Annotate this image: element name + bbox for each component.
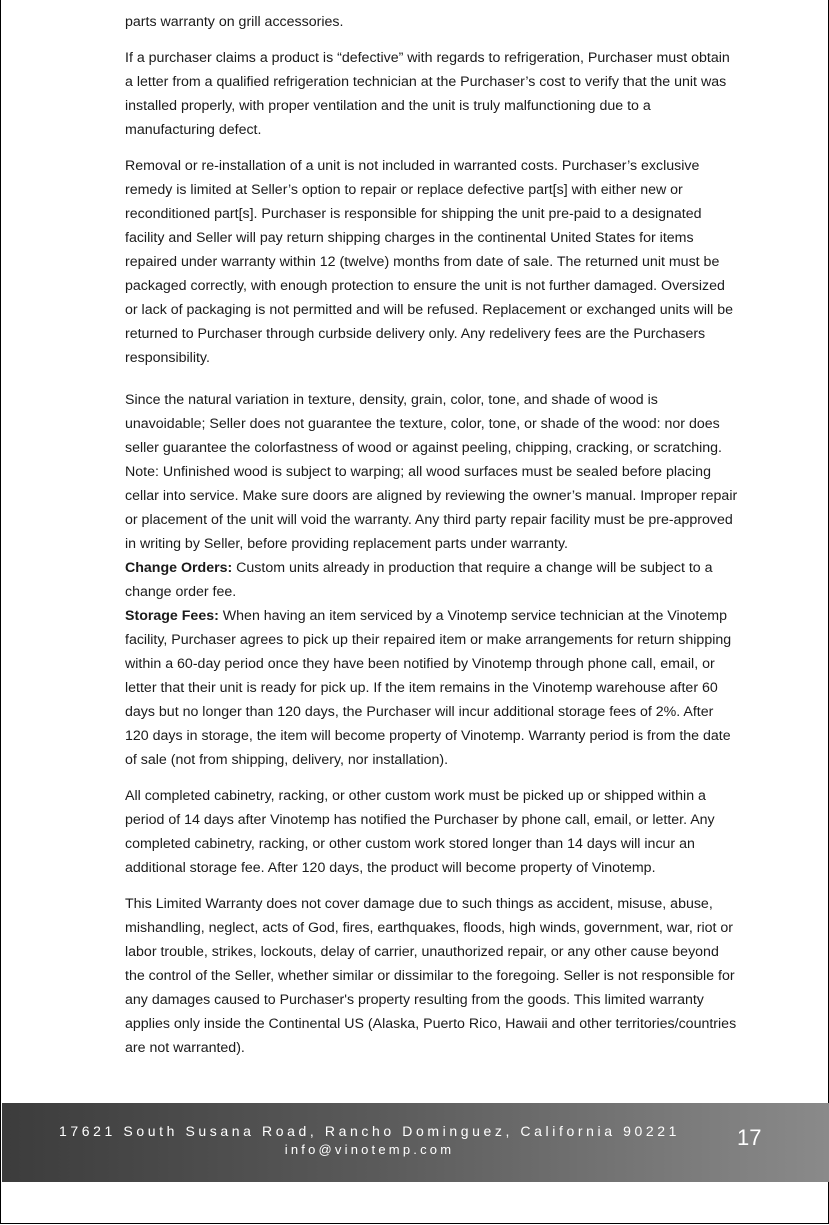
storage-fees-text: When having an item serviced by a Vinotemp service technician at the Vinotemp facility, Purchaser agrees to pick up their repaired item or make arrangements for return shipping within a 60-day period once they have been notified by Vinotemp through phone call, email, or letter that their unit is ready for pick up. If the item remains in the Vinotemp warehouse after 60 days but no longer than 120 days, the Purchaser will incur additional storage fees of 2%. After 120 days in storage, the item will become property of Vinotemp. Warranty period is from the date of sale (not from shipping, delivery, nor installation). bbox=[125, 608, 732, 768]
paragraph-defective-refrigeration: If a purchaser claims a product is “defective” with regards to refrigeration, Purchaser must obtain a letter from a qualified refrigeration technician at the Purchaser’s cost to verify that the unit was installed properly, with proper ventilation and the unit is truly malfunctioning due to a manufacturing defect. bbox=[125, 50, 730, 138]
footer-email: info@vinotemp.com bbox=[284, 1142, 455, 1157]
paragraph-grill-accessories: parts warranty on grill accessories. bbox=[125, 14, 344, 30]
paragraph-custom-work-pickup: All completed cabinetry, racking, or other custom work must be picked up or shipped within a period of 14 days after Vinotemp has notified the Purchaser by phone call, email, or letter. Any completed cabinetry, racking, or other custom work stored longer than 14 days will incur an additional storage fee. After 120 days, the product will become property of Vinotemp. bbox=[125, 788, 715, 876]
storage-fees-label: Storage Fees: bbox=[125, 608, 219, 624]
paragraph-change-orders bbox=[125, 556, 738, 604]
footer-address: 17621 South Susana Road, Rancho Dominguez, California 90221 bbox=[58, 1123, 680, 1139]
paragraph-wood-variation: Since the natural variation in texture, density, grain, color, tone, and shade of wood is unavoidable; Seller does not guarantee the texture, color, tone, or shade of the wood: nor does seller guarantee the colorfastness of wood or against peeling, chipping, cracking, or scratching. Note: Unfinished wood is subject to warping; all wood surfaces must be sealed before placing cellar into service. Make sure doors are aligned by reviewing the owner’s manual. Improper repair or placement of the unit will void the warranty. Any third party repair facility must be pre-approved in writing by Seller, before providing replacement parts under warranty. bbox=[125, 392, 738, 552]
change-orders-text: Custom units already in production that require a change will be subject to a change order fee. bbox=[125, 560, 713, 600]
document-body bbox=[125, 10, 738, 1060]
change-orders-label: Change Orders: bbox=[125, 560, 233, 576]
page-number: 17 bbox=[737, 1125, 762, 1150]
paragraph-removal-reinstallation: Removal or re-installation of a unit is not included in warranted costs. Purchaser’s exclusive remedy is limited at Seller’s option to repair or replace defective part[s] with either new or reconditioned part[s]. Purchaser is responsible for shipping the unit pre-paid to a designated facility and Seller will pay return shipping charges in the continental United States for items repaired under warranty within 12 (twelve) months from date of sale. The returned unit must be packaged correctly, with enough protection to ensure the unit is not further damaged. Oversized or lack of packaging is not permitted and will be refused. Replacement or exchanged units will be returned to Purchaser through curbside delivery only. Any redelivery fees are the Purchasers responsibility. bbox=[125, 158, 734, 366]
paragraph-storage-fees bbox=[125, 604, 738, 772]
paragraph-limited-warranty-exclusions: This Limited Warranty does not cover damage due to such things as accident, misuse, abuse, mishandling, neglect, acts of God, fires, earthquakes, floods, high winds, government, war, riot or labor trouble, strikes, lockouts, delay of carrier, unauthorized repair, or any other cause beyond the control of the Seller, whether similar or dissimilar to the foregoing. Seller is not responsible for any damages caused to Purchaser's property resulting from the goods. This limited warranty applies only inside the Continental US (Alaska, Puerto Rico, Hawaii and other territories/countries are not warranted). bbox=[125, 896, 737, 1056]
page-footer bbox=[2, 1103, 829, 1182]
